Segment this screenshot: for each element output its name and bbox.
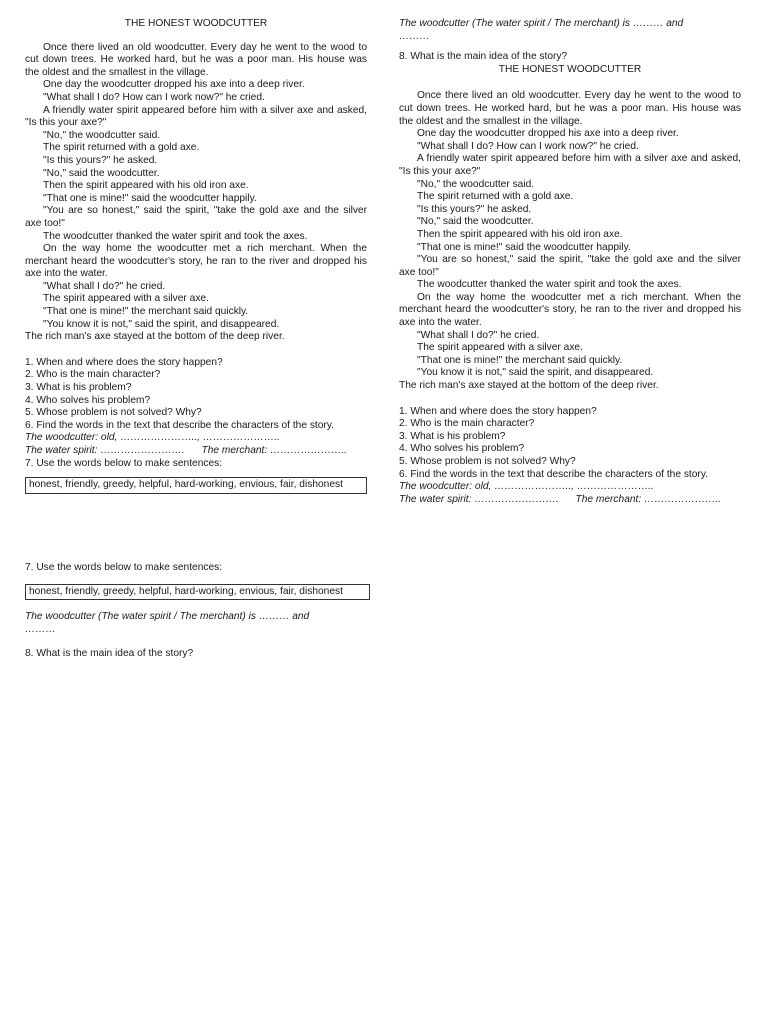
story-line: One day the woodcutter dropped his axe into a deep river. bbox=[43, 79, 305, 91]
story-line: "No," said the woodcutter. bbox=[417, 216, 534, 228]
story-title: THE HONEST WOODCUTTER bbox=[124, 18, 268, 29]
spacer bbox=[399, 393, 741, 406]
story-line: "No," the woodcutter said. bbox=[43, 129, 161, 141]
story-line: The spirit appeared with a silver axe. bbox=[43, 293, 209, 305]
story-line: The spirit returned with a gold axe. bbox=[417, 191, 574, 203]
task8-question: 8. What is the main idea of the story? bbox=[25, 648, 194, 660]
story-line: On the way home the woodcutter met a rich merchant. When the merchant heard the woodcutter's story, he ran to the river and dropped his axe into the water. bbox=[25, 243, 367, 280]
merchant-label: The merchant: bbox=[575, 493, 642, 505]
question-item: 1. When and where does the story happen? bbox=[399, 405, 597, 417]
question-item: 2. Who is the main character? bbox=[399, 418, 535, 430]
question-item: 5. Whose problem is not solved? Why? bbox=[399, 456, 576, 467]
blank-a: ………………….., bbox=[120, 432, 200, 444]
merchant-label: The merchant: bbox=[201, 445, 268, 456]
story-text bbox=[25, 42, 367, 344]
story-line: "That one is mine!" the merchant said quickly. bbox=[43, 306, 249, 318]
story-line: The rich man's axe stayed at the bottom of the deep river. bbox=[399, 380, 659, 392]
story-line: Then the spirit appeared with his old iron axe. bbox=[417, 228, 623, 240]
water-spirit-blank: ……………………. bbox=[474, 493, 559, 505]
story-line: The woodcutter thanked the water spirit and took the axes. bbox=[43, 230, 308, 242]
woodcutter-example: old, bbox=[474, 481, 492, 493]
merchant-blank: ………………….. bbox=[644, 493, 722, 505]
story-line: "Is this yours?" he asked. bbox=[43, 154, 158, 166]
spirit-merchant-description-line-right bbox=[399, 494, 741, 507]
task7-sentence-line1-right: The woodcutter (The water spirit / The merchant) is ……… and bbox=[399, 18, 684, 29]
task8-question-right: 8. What is the main idea of the story? bbox=[399, 51, 568, 63]
question-item: 6. Find the words in the text that describe the characters of the story. bbox=[25, 419, 334, 431]
woodcutter-label: The woodcutter: bbox=[399, 481, 473, 493]
question-item: 4. Who solves his problem? bbox=[25, 394, 151, 406]
story-line: "What shall I do? How can I work now?" he cried. bbox=[43, 91, 265, 103]
story-line: "What shall I do?" he cried. bbox=[417, 329, 540, 341]
blank-b: ………………….. bbox=[576, 481, 654, 493]
story-line: Then the spirit appeared with his old iron axe. bbox=[43, 180, 249, 192]
task7-instruction: 7. Use the words below to make sentences: bbox=[25, 457, 223, 469]
story-title-right: THE HONEST WOODCUTTER bbox=[498, 63, 642, 75]
water-spirit-label: The water spirit: bbox=[399, 493, 472, 505]
story-line: "What shall I do? How can I work now?" he cried. bbox=[417, 140, 639, 152]
blank-b: ………………….. bbox=[202, 432, 280, 444]
blank-a: ………………….., bbox=[494, 481, 574, 493]
story-line: "No," the woodcutter said. bbox=[417, 178, 535, 190]
story-line: The spirit returned with a gold axe. bbox=[43, 142, 200, 154]
water-spirit-label: The water spirit: bbox=[25, 445, 98, 456]
question-list-right bbox=[399, 406, 741, 482]
merchant-blank: ………………….. bbox=[270, 445, 348, 456]
worksheet-right-column bbox=[399, 18, 741, 506]
story-line: One day the woodcutter dropped his axe into a deep river. bbox=[417, 128, 679, 140]
task7-sentence-line2: ……… bbox=[25, 623, 56, 635]
woodcutter-label: The woodcutter: bbox=[25, 432, 99, 444]
story-line: "That one is mine!" the merchant said quickly. bbox=[417, 354, 623, 366]
story-line: "What shall I do?" he cried. bbox=[43, 280, 166, 292]
worksheet-left-column bbox=[25, 18, 367, 494]
spirit-merchant-description-line bbox=[25, 445, 367, 458]
worksheet-left-lower bbox=[25, 562, 370, 661]
word-box-repeat: honest, friendly, greedy, helpful, hard-working, envious, fair, dishonest bbox=[25, 584, 370, 601]
woodcutter-example: old, bbox=[100, 432, 118, 444]
question-item: 6. Find the words in the text that describe the characters of the story. bbox=[399, 468, 708, 480]
woodcutter-description-line bbox=[25, 432, 367, 445]
question-item: 5. Whose problem is not solved? Why? bbox=[25, 407, 202, 419]
question-item: 2. Who is the main character? bbox=[25, 369, 161, 381]
story-line: A friendly water spirit appeared before him with a silver axe and asked, "Is this your axe?" bbox=[399, 153, 741, 177]
story-line: Once there lived an old woodcutter. Every day he went to the wood to cut down trees. He worked hard, but he was a poor man. His house was the oldest and the smallest in the village. bbox=[399, 90, 741, 127]
spacer bbox=[25, 344, 367, 357]
story-line: "You know it is not," said the spirit, and disappeared. bbox=[43, 318, 280, 330]
story-line: The woodcutter thanked the water spirit and took the axes. bbox=[417, 279, 682, 291]
story-line: "Is this yours?" he asked. bbox=[417, 203, 532, 215]
story-line: "No," said the woodcutter. bbox=[43, 167, 160, 179]
question-item: 4. Who solves his problem? bbox=[399, 443, 525, 455]
story-line: "That one is mine!" said the woodcutter happily. bbox=[417, 241, 631, 253]
question-item: 3. What is his problem? bbox=[25, 382, 132, 394]
word-box: honest, friendly, greedy, helpful, hard-working, envious, fair, dishonest bbox=[25, 477, 367, 494]
story-line: Once there lived an old woodcutter. Every day he went to the wood to cut down trees. He worked hard, but he was a poor man. His house was the oldest and the smallest in the village. bbox=[25, 41, 367, 78]
question-list bbox=[25, 357, 367, 433]
story-line: "You know it is not," said the spirit, and disappeared. bbox=[417, 367, 654, 379]
question-item: 3. What is his problem? bbox=[399, 430, 506, 442]
task7-sentence-line2-right: ……… bbox=[399, 30, 430, 42]
story-line: "You are so honest," said the spirit, "take the gold axe and the silver axe too!" bbox=[25, 205, 367, 229]
woodcutter-description-line-right bbox=[399, 481, 741, 494]
story-line: On the way home the woodcutter met a rich merchant. When the merchant heard the woodcutter's story, he ran to the river and dropped his axe into the water. bbox=[399, 291, 741, 329]
story-line: "That one is mine!" said the woodcutter happily. bbox=[43, 192, 257, 204]
water-spirit-blank: ……………………. bbox=[100, 445, 185, 456]
story-text-right bbox=[399, 90, 741, 392]
task7-instruction-repeat: 7. Use the words below to make sentences: bbox=[25, 562, 223, 573]
story-line: The spirit appeared with a silver axe. bbox=[417, 342, 583, 354]
question-item: 1. When and where does the story happen? bbox=[25, 356, 223, 368]
story-line: A friendly water spirit appeared before him with a silver axe and asked, "Is this your axe?" bbox=[25, 104, 367, 129]
story-line: "You are so honest," said the spirit, "take the gold axe and the silver axe too!" bbox=[399, 254, 741, 278]
task7-sentence-line1: The woodcutter (The water spirit / The merchant) is ……… and bbox=[25, 611, 310, 623]
story-line: The rich man's axe stayed at the bottom of the deep river. bbox=[25, 331, 285, 343]
